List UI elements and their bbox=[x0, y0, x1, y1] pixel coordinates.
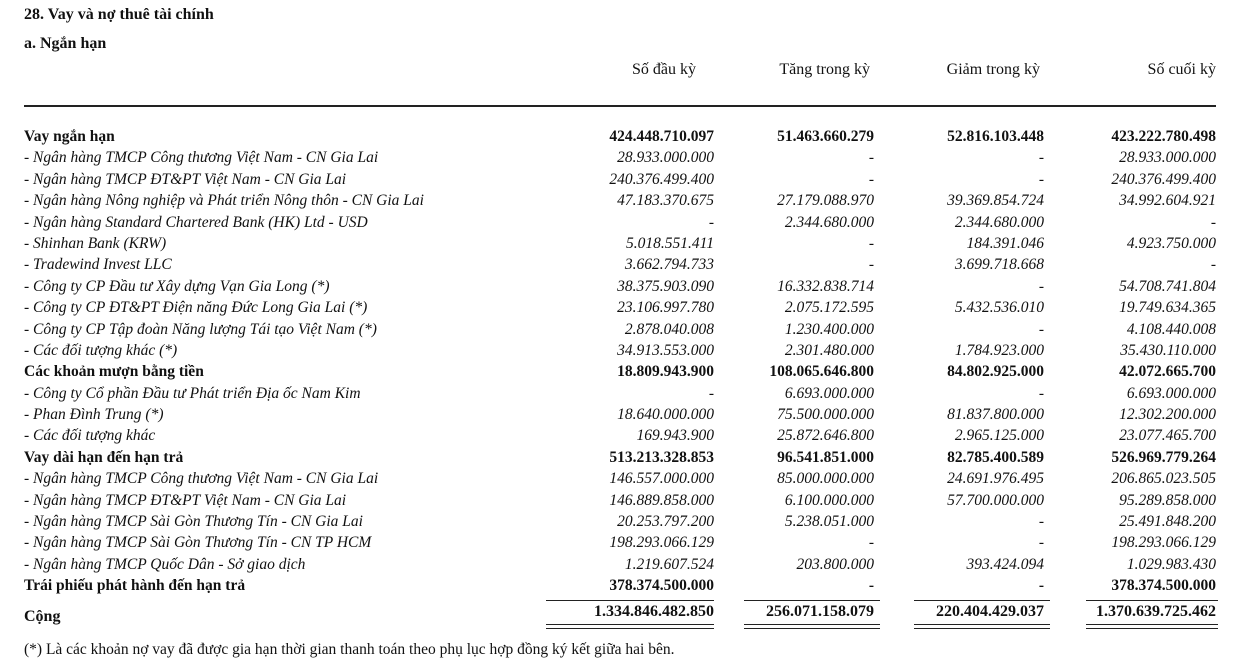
section-subtitle: a. Ngắn hạn bbox=[24, 35, 107, 52]
row-label: - Ngân hàng Standard Chartered Bank (HK) Ltd - USD bbox=[24, 213, 368, 231]
cell-closing-balance: - bbox=[1210, 256, 1216, 274]
cell-increase: 6.100.000.000 bbox=[784, 491, 874, 509]
total-decrease: 220.404.429.037 bbox=[936, 603, 1044, 620]
total-double-rule bbox=[546, 624, 714, 629]
cell-opening-balance: 20.253.797.200 bbox=[617, 513, 714, 531]
cell-opening-balance: 169.943.900 bbox=[636, 427, 714, 445]
cell-increase: - bbox=[868, 149, 874, 167]
cell-decrease: 393.424.094 bbox=[966, 555, 1044, 573]
footnote: (*) Là các khoản nợ vay đã được gia hạn thời gian thanh toán theo phụ lục hợp đồng ký kết giữa hai bên. bbox=[24, 641, 675, 658]
row-label: - Các đối tượng khác bbox=[24, 427, 156, 445]
cell-decrease: - bbox=[1038, 513, 1044, 531]
table-row bbox=[24, 147, 1216, 168]
total-double-rule bbox=[914, 624, 1050, 629]
cell-decrease: 1.784.923.000 bbox=[954, 341, 1044, 359]
cell-increase: 85.000.000.000 bbox=[777, 470, 874, 488]
cell-decrease: - bbox=[1038, 149, 1044, 167]
total-double-rule bbox=[1086, 624, 1218, 629]
cell-opening-balance: 2.878.040.008 bbox=[624, 320, 714, 338]
cell-decrease: - bbox=[1038, 577, 1044, 595]
cell-increase: 75.500.000.000 bbox=[777, 406, 874, 424]
row-label: - Công ty CP Đầu tư Xây dựng Vạn Gia Long (*) bbox=[24, 277, 330, 295]
row-label: - Phan Đình Trung (*) bbox=[24, 406, 164, 424]
cell-closing-balance: 95.289.858.000 bbox=[1119, 491, 1216, 509]
cell-decrease: 24.691.976.495 bbox=[947, 470, 1044, 488]
total-closing-balance: 1.370.639.725.462 bbox=[1096, 603, 1216, 620]
cell-decrease: 84.802.925.000 bbox=[947, 363, 1044, 381]
cell-opening-balance: 38.375.903.090 bbox=[617, 277, 714, 295]
cell-decrease: 2.344.680.000 bbox=[954, 213, 1044, 231]
row-label: Các khoản mượn bằng tiền bbox=[24, 363, 204, 381]
row-label: - Ngân hàng TMCP ĐT&PT Việt Nam - CN Gia Lai bbox=[24, 170, 347, 188]
cell-increase: 5.238.051.000 bbox=[784, 513, 874, 531]
cell-closing-balance: 198.293.066.129 bbox=[1111, 534, 1216, 552]
cell-opening-balance: 513.213.328.853 bbox=[609, 448, 714, 466]
row-label: Vay dài hạn đến hạn trả bbox=[24, 448, 184, 466]
cell-increase: 2.075.172.595 bbox=[784, 299, 874, 317]
loans-table bbox=[24, 126, 1216, 597]
total-label: Cộng bbox=[24, 608, 61, 625]
row-label: - Ngân hàng TMCP Công thương Việt Nam - CN Gia Lai bbox=[24, 149, 379, 167]
cell-closing-balance: 378.374.500.000 bbox=[1111, 577, 1216, 595]
cell-increase: 1.230.400.000 bbox=[784, 320, 874, 338]
table-row bbox=[24, 554, 1216, 575]
table-row bbox=[24, 233, 1216, 254]
cell-increase: 96.541.851.000 bbox=[777, 448, 874, 466]
row-label: Vay ngắn hạn bbox=[24, 128, 115, 145]
table-row bbox=[24, 425, 1216, 446]
total-rule-top bbox=[914, 600, 1050, 601]
cell-closing-balance: 4.923.750.000 bbox=[1126, 234, 1216, 252]
cell-opening-balance: 5.018.551.411 bbox=[626, 234, 714, 252]
cell-decrease: 81.837.800.000 bbox=[947, 406, 1044, 424]
cell-closing-balance: 19.749.634.365 bbox=[1119, 299, 1216, 317]
table-group-row bbox=[24, 575, 1216, 596]
cell-increase: - bbox=[868, 534, 874, 552]
cell-increase: 2.301.480.000 bbox=[784, 341, 874, 359]
cell-decrease: 3.699.718.668 bbox=[954, 256, 1044, 274]
table-row bbox=[24, 468, 1216, 489]
table-group-row bbox=[24, 447, 1216, 468]
header-rule bbox=[24, 105, 1216, 107]
cell-increase: 6.693.000.000 bbox=[784, 384, 874, 402]
cell-closing-balance: 42.072.665.700 bbox=[1119, 363, 1216, 381]
table-row bbox=[24, 276, 1216, 297]
table-row bbox=[24, 383, 1216, 404]
column-header-decrease: Giảm trong kỳ bbox=[946, 61, 1040, 78]
cell-increase: - bbox=[868, 234, 874, 252]
cell-increase: 2.344.680.000 bbox=[784, 213, 874, 231]
cell-increase: - bbox=[868, 170, 874, 188]
cell-decrease: 184.391.046 bbox=[966, 234, 1044, 252]
cell-increase: 203.800.000 bbox=[796, 555, 874, 573]
cell-decrease: 52.816.103.448 bbox=[947, 128, 1044, 145]
cell-increase: - bbox=[868, 577, 874, 595]
cell-increase: 25.872.646.800 bbox=[777, 427, 874, 445]
cell-decrease: 82.785.400.589 bbox=[947, 448, 1044, 466]
row-label: - Ngân hàng TMCP Công thương Việt Nam - CN Gia Lai bbox=[24, 470, 379, 488]
row-label: - Ngân hàng TMCP Sài Gòn Thương Tín - CN Gia Lai bbox=[24, 513, 363, 531]
total-rule-top bbox=[744, 600, 880, 601]
total-rule-top bbox=[546, 600, 714, 601]
cell-opening-balance: 18.809.943.900 bbox=[617, 363, 714, 381]
cell-increase: 51.463.660.279 bbox=[777, 128, 874, 145]
total-increase: 256.071.158.079 bbox=[766, 603, 874, 620]
cell-closing-balance: 25.491.848.200 bbox=[1119, 513, 1216, 531]
table-row bbox=[24, 190, 1216, 211]
row-label: - Công ty Cổ phần Đầu tư Phát triển Địa ốc Nam Kim bbox=[24, 384, 361, 402]
cell-opening-balance: 23.106.997.780 bbox=[617, 299, 714, 317]
row-label: - Tradewind Invest LLC bbox=[24, 256, 172, 274]
cell-closing-balance: 240.376.499.400 bbox=[1111, 170, 1216, 188]
table-row bbox=[24, 404, 1216, 425]
table-row bbox=[24, 212, 1216, 233]
row-label: - Công ty CP Tập đoàn Năng lượng Tái tạo Việt Nam (*) bbox=[24, 320, 377, 338]
row-label: - Shinhan Bank (KRW) bbox=[24, 234, 167, 252]
table-row bbox=[24, 254, 1216, 275]
section-title: 28. Vay và nợ thuê tài chính bbox=[24, 6, 214, 23]
cell-closing-balance: 526.969.779.264 bbox=[1111, 448, 1216, 466]
cell-decrease: 5.432.536.010 bbox=[954, 299, 1044, 317]
cell-opening-balance: 1.219.607.524 bbox=[624, 555, 714, 573]
cell-decrease: - bbox=[1038, 534, 1044, 552]
cell-opening-balance: 28.933.000.000 bbox=[617, 149, 714, 167]
cell-opening-balance: - bbox=[708, 213, 714, 231]
column-header-opening-balance: Số đầu kỳ bbox=[632, 61, 696, 78]
cell-closing-balance: - bbox=[1210, 213, 1216, 231]
cell-closing-balance: 423.222.780.498 bbox=[1111, 128, 1216, 145]
table-group-row bbox=[24, 361, 1216, 382]
cell-closing-balance: 54.708.741.804 bbox=[1119, 277, 1216, 295]
cell-opening-balance: 146.889.858.000 bbox=[609, 491, 714, 509]
total-opening-balance: 1.334.846.482.850 bbox=[594, 603, 714, 620]
cell-closing-balance: 4.108.440.008 bbox=[1126, 320, 1216, 338]
column-header-increase: Tăng trong kỳ bbox=[779, 61, 870, 78]
table-row bbox=[24, 169, 1216, 190]
cell-opening-balance: 146.557.000.000 bbox=[609, 470, 714, 488]
table-row bbox=[24, 319, 1216, 340]
row-label: - Các đối tượng khác (*) bbox=[24, 341, 178, 359]
cell-opening-balance: 240.376.499.400 bbox=[609, 170, 714, 188]
cell-closing-balance: 35.430.110.000 bbox=[1120, 341, 1216, 359]
cell-closing-balance: 28.933.000.000 bbox=[1119, 149, 1216, 167]
cell-closing-balance: 1.029.983.430 bbox=[1126, 555, 1216, 573]
cell-decrease: 2.965.125.000 bbox=[954, 427, 1044, 445]
cell-increase: - bbox=[868, 256, 874, 274]
cell-decrease: 39.369.854.724 bbox=[947, 192, 1044, 210]
cell-closing-balance: 34.992.604.921 bbox=[1119, 192, 1216, 210]
row-label: Trái phiếu phát hành đến hạn trả bbox=[24, 577, 246, 595]
total-row bbox=[24, 602, 1216, 624]
cell-opening-balance: 47.183.370.675 bbox=[617, 192, 714, 210]
cell-decrease: - bbox=[1038, 170, 1044, 188]
table-group-row bbox=[24, 126, 1216, 147]
row-label: - Ngân hàng TMCP Sài Gòn Thương Tín - CN TP HCM bbox=[24, 534, 372, 552]
cell-opening-balance: 424.448.710.097 bbox=[609, 128, 714, 145]
row-label: - Công ty CP ĐT&PT Điện năng Đức Long Gia Lai (*) bbox=[24, 299, 368, 317]
table-row bbox=[24, 490, 1216, 511]
cell-closing-balance: 6.693.000.000 bbox=[1126, 384, 1216, 402]
cell-opening-balance: 3.662.794.733 bbox=[624, 256, 714, 274]
total-rule-top bbox=[1086, 600, 1218, 601]
cell-increase: 16.332.838.714 bbox=[777, 277, 874, 295]
cell-decrease: - bbox=[1038, 277, 1044, 295]
table-row bbox=[24, 511, 1216, 532]
total-double-rule bbox=[744, 624, 880, 629]
cell-opening-balance: 198.293.066.129 bbox=[609, 534, 714, 552]
table-row bbox=[24, 532, 1216, 553]
cell-decrease: - bbox=[1038, 384, 1044, 402]
row-label: - Ngân hàng Nông nghiệp và Phát triển Nông thôn - CN Gia Lai bbox=[24, 192, 424, 210]
column-header-closing-balance: Số cuối kỳ bbox=[1147, 61, 1216, 78]
row-label: - Ngân hàng TMCP Quốc Dân - Sở giao dịch bbox=[24, 555, 306, 573]
cell-opening-balance: 378.374.500.000 bbox=[609, 577, 714, 595]
cell-opening-balance: - bbox=[708, 384, 714, 402]
cell-increase: 108.065.646.800 bbox=[769, 363, 874, 381]
cell-decrease: - bbox=[1038, 320, 1044, 338]
cell-closing-balance: 206.865.023.505 bbox=[1111, 470, 1216, 488]
row-label: - Ngân hàng TMCP ĐT&PT Việt Nam - CN Gia Lai bbox=[24, 491, 347, 509]
cell-closing-balance: 12.302.200.000 bbox=[1119, 406, 1216, 424]
cell-opening-balance: 34.913.553.000 bbox=[617, 341, 714, 359]
cell-opening-balance: 18.640.000.000 bbox=[617, 406, 714, 424]
cell-closing-balance: 23.077.465.700 bbox=[1119, 427, 1216, 445]
cell-increase: 27.179.088.970 bbox=[777, 192, 874, 210]
table-row bbox=[24, 297, 1216, 318]
cell-decrease: 57.700.000.000 bbox=[947, 491, 1044, 509]
table-row bbox=[24, 340, 1216, 361]
